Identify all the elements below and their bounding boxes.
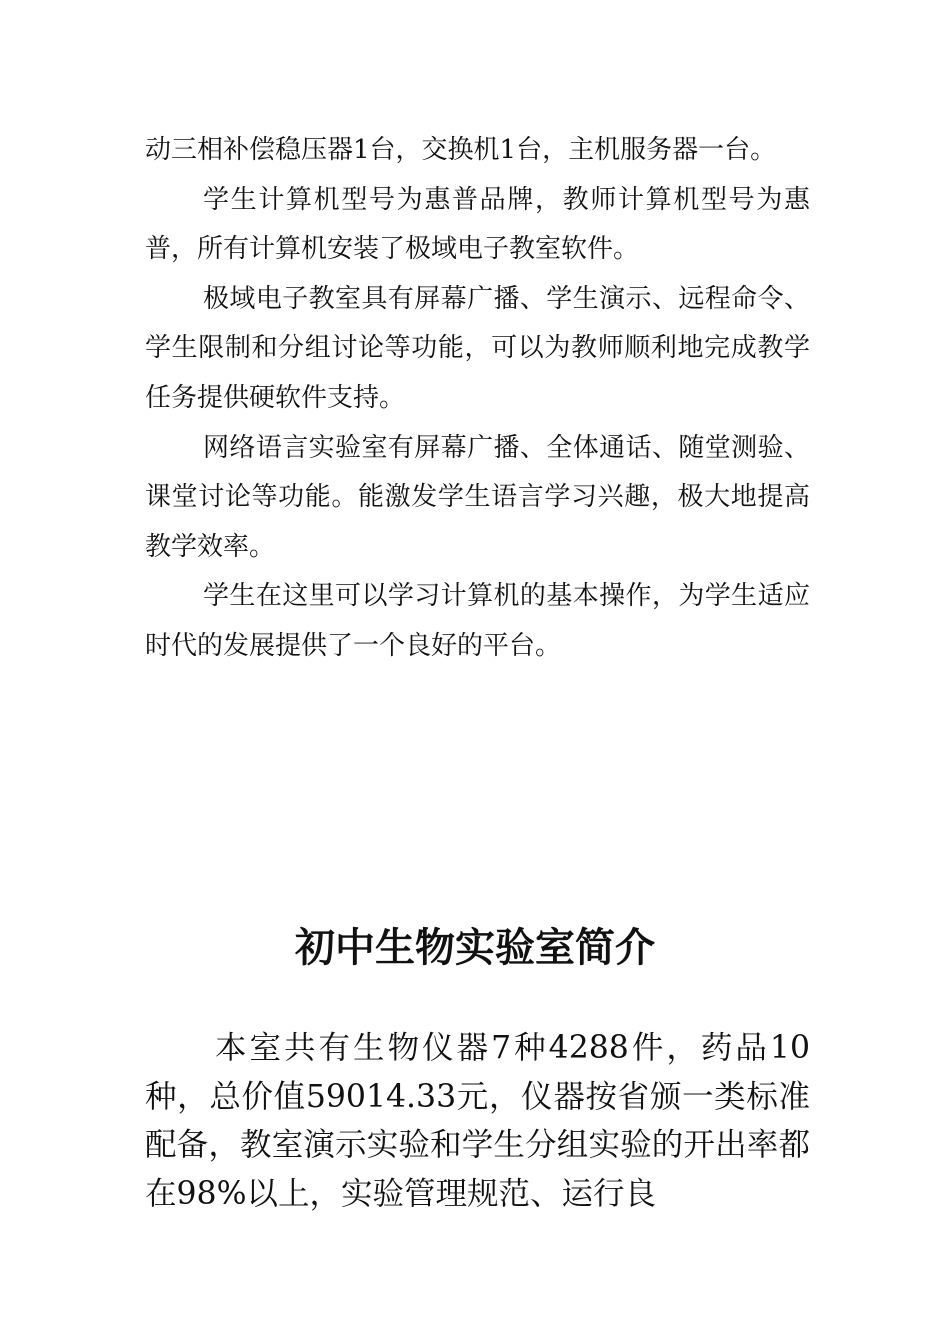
paragraph-electronic-classroom: 极域电子教室具有屏幕广播、学生演示、远程命令、学生限制和分组讨论等功能，可以为教师顺利地完成教学任务提供硬软件支持。 <box>145 283 810 413</box>
lab-description-section <box>145 126 810 672</box>
paragraph-student-learning: 学生在这里可以学习计算机的基本操作，为学生适应时代的发展提供了一个良好的平台。 <box>145 581 810 661</box>
biology-lab-title: 初中生物实验室简介 <box>295 924 655 971</box>
paragraph-continuation: 动三相补偿稳压器1台，交换机1台，主机服务器一台。 <box>145 135 777 165</box>
paragraph-computer-models: 学生计算机型号为惠普品牌，教师计算机型号为惠普，所有计算机安装了极域电子教室软件。 <box>145 184 810 265</box>
paragraph-language-lab: 网络语言实验室有屏幕广播、全体通话、随堂测验、课堂讨论等功能。能激发学生语言学习兴趣，极大地提高教学效率。 <box>145 432 810 562</box>
biology-lab-body: 本室共有生物仪器7种4288件，药品10种，总价值59014.33元，仪器按省颁一类标准配备，教室演示实验和学生分组实验的开出率都在98%以上，实验管理规范、运行良 <box>145 1030 810 1212</box>
